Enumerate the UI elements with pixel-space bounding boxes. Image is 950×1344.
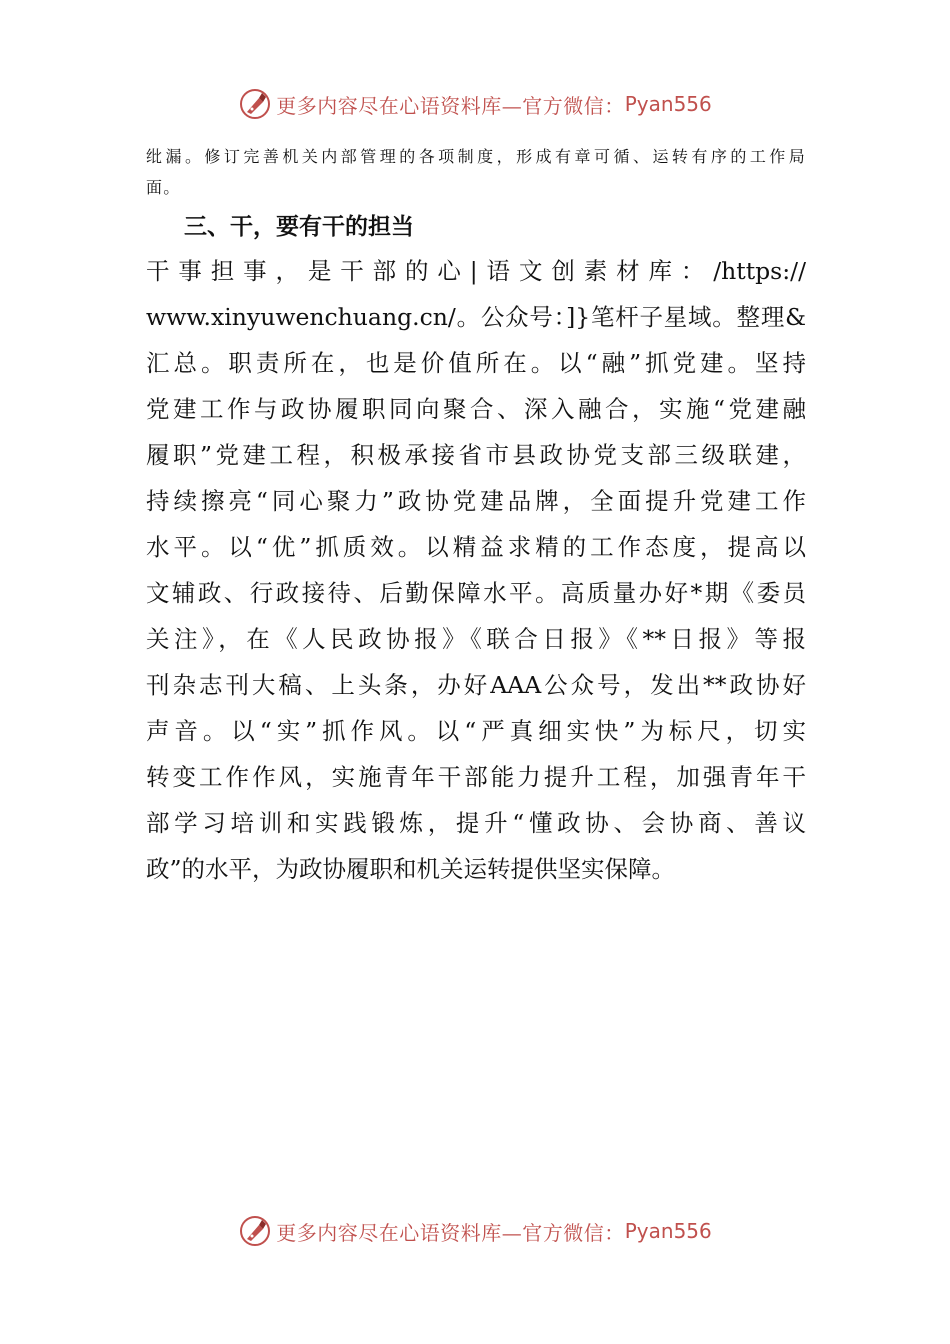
body-line: 汇总。职责所在，也是价值所在。以“融”抓党建。坚持 [146, 349, 806, 377]
body-line: 履职”党建工程，积极承接省市县政协党支部三级联建， [146, 441, 806, 469]
intro-line: 纰漏。修订完善机关内部管理的各项制度，形成有章可循、运转有序的工作局 [146, 147, 806, 166]
body-line: www.xinyuwenchuang.cn/。公众号：]}笔杆子星域。整理& [146, 303, 806, 331]
pen-nib-icon [238, 87, 272, 121]
body-line: 部学习培训和实践锻炼，提升“懂政协、会协商、善议 [146, 809, 806, 837]
body-line: 刊杂志刊大稿、上头条，办好AAA公众号，发出**政协好 [146, 671, 806, 699]
body-line: 文辅政、行政接待、后勤保障水平。高质量办好*期《委员 [146, 579, 806, 607]
body-line: 关注》，在《人民政协报》《联合日报》《**日报》等报 [146, 625, 806, 653]
body-paragraph [146, 248, 806, 892]
intro-line: 面。 [146, 178, 181, 197]
footer-banner [0, 1211, 950, 1251]
header-banner [0, 84, 950, 124]
banner-contact: Pyan556 [624, 1219, 712, 1243]
body-line: 政”的水平，为政协履职和机关运转提供坚实保障。 [146, 855, 676, 883]
body-line: 持续擦亮“同心聚力”政协党建品牌，全面提升党建工作 [146, 487, 806, 515]
banner-contact: Pyan556 [624, 92, 712, 116]
body-line: 党建工作与政协履职同向聚合、深入融合，实施“党建融 [146, 395, 806, 423]
body-line: 干事担事，是干部的心|语文创素材库：/https:// [146, 257, 806, 285]
pen-nib-icon [238, 1214, 272, 1248]
banner-text: 更多内容尽在心语资料库—官方微信： [276, 1220, 625, 1245]
body-line: 声音。以“实”抓作风。以“严真细实快”为标尺，切实 [146, 717, 806, 745]
section-heading: 三、干，要有干的担当 [184, 213, 414, 240]
body-line: 转变工作作风，实施青年干部能力提升工程，加强青年干 [146, 763, 806, 791]
body-line: 水平。以“优”抓质效。以精益求精的工作态度，提高以 [146, 533, 806, 561]
intro-paragraph [146, 141, 806, 203]
banner-text: 更多内容尽在心语资料库—官方微信： [276, 93, 625, 118]
